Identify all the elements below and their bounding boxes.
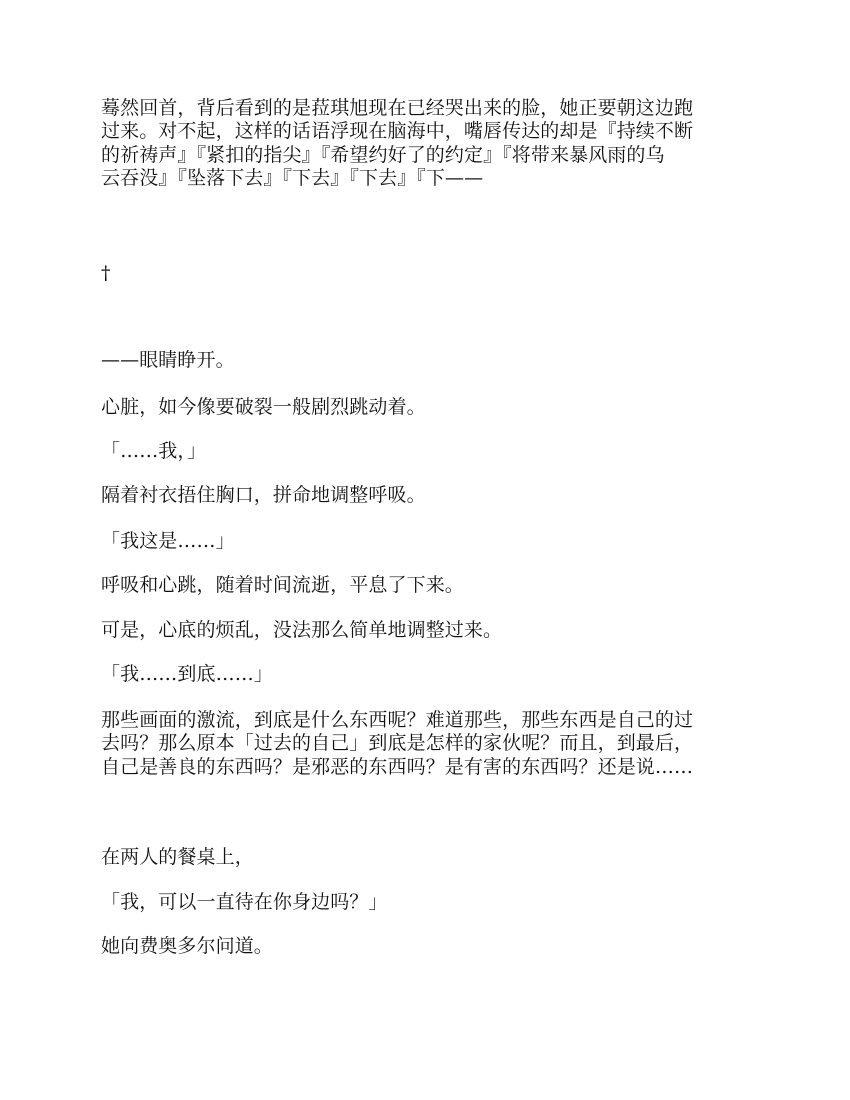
paragraph-questions: 那些画面的激流，到底是什么东西呢？难道那些，那些东西是自己的过 去吗？那么原本「过去的自己」到底是怎样的家伙呢？而且，到最后， 自己是善良的东西吗？是邪恶的东西吗？是有害的东西吗？还是说…… — [101, 709, 694, 778]
paragraph-calm-down: 呼吸和心跳，随着时间流逝，平息了下来。 — [101, 574, 464, 596]
paragraph-asked-feodor: 她向费奥多尔问道。 — [101, 935, 273, 957]
paragraph-eyes-open: ——眼睛睁开。 — [101, 349, 235, 371]
dialogue-what-am-i: 「我这是……」 — [101, 530, 235, 552]
dialogue-me: 「……我，」 — [101, 440, 207, 462]
dialogue-what-on-earth: 「我……到底……」 — [101, 663, 273, 685]
paragraph-flashback: 蓦然回首，背后看到的是菈琪旭现在已经哭出来的脸，她正要朝这边跑 过来。对不起，这样的话语浮现在脑海中，嘴唇传达的却是『持续不断 的祈祷声』『紧扣的指尖』『希望约好了的约定』『将带来暴风雨的乌 云吞没』『坠落下去』『下去』『下去』『下—— — [101, 97, 694, 190]
section-break-dagger: † — [101, 262, 111, 284]
paragraph-heartbeat: 心脏，如今像要破裂一般剧烈跳动着。 — [101, 396, 426, 418]
paragraph-dining-table: 在两人的餐桌上， — [101, 846, 254, 868]
paragraph-turmoil: 可是，心底的烦乱，没法那么简单地调整过来。 — [101, 619, 503, 641]
paragraph-breathing: 隔着衬衣捂住胸口，拼命地调整呼吸。 — [101, 484, 426, 506]
dialogue-stay-by-your-side: 「我，可以一直待在你身边吗？」 — [101, 891, 388, 913]
